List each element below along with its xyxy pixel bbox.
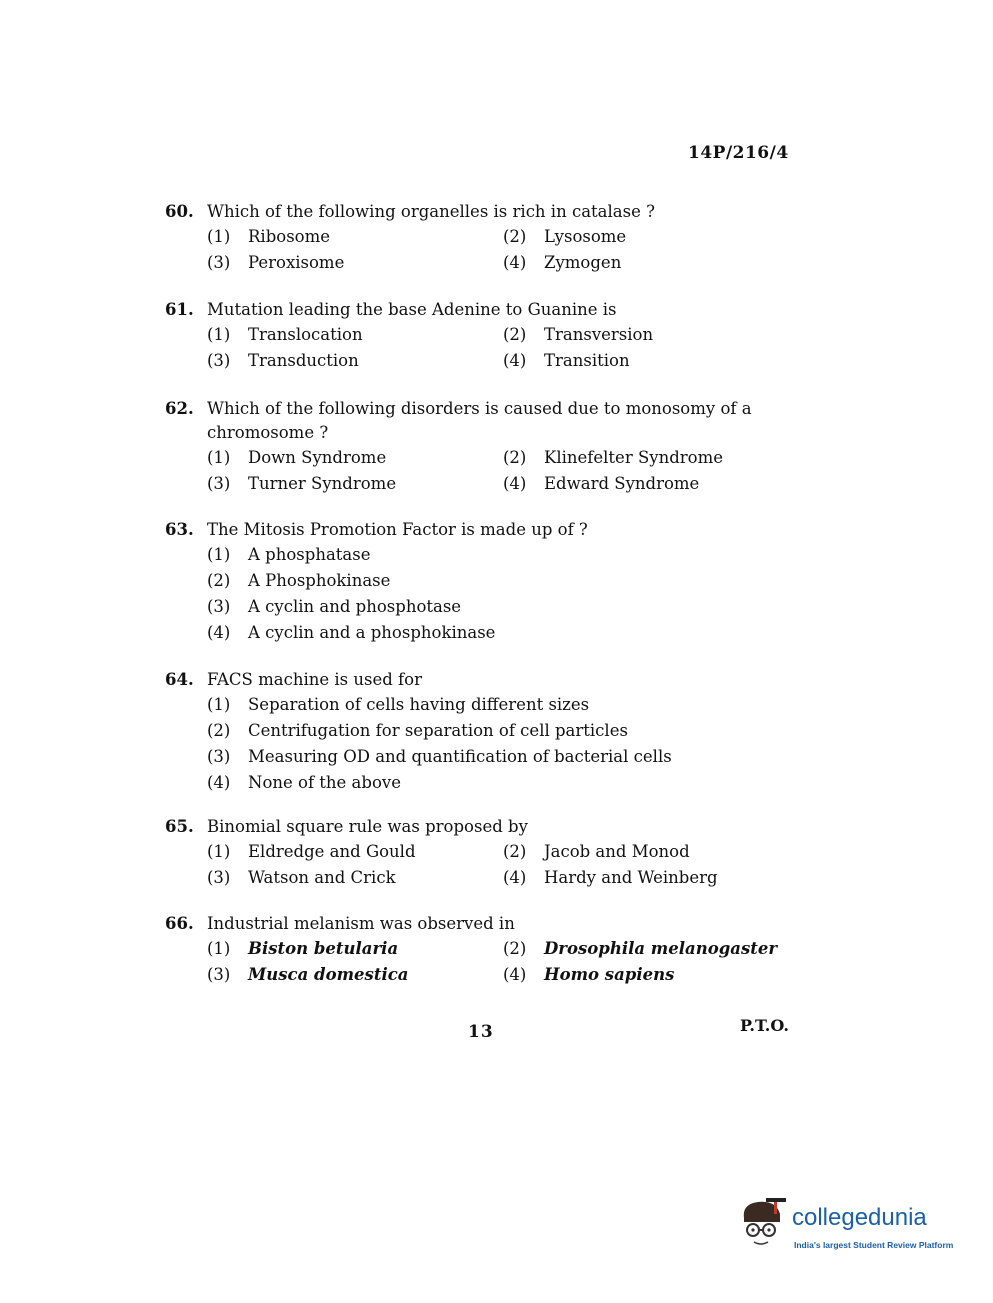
collegedunia-watermark [736, 1196, 966, 1258]
option: (4) A cyclin and a phosphokinase [207, 623, 496, 642]
option: (1) Separation of cells having different sizes [207, 695, 590, 714]
option: (3) Watson and Crick [207, 868, 396, 887]
option: (4) Zymogen [503, 253, 622, 272]
option: (2) Drosophila melanogaster [503, 939, 778, 958]
option: (2) Transversion [503, 325, 654, 344]
question-62 [165, 397, 805, 497]
question-65 [165, 815, 805, 891]
question-text: Which of the following organelles is rich in catalase ? [207, 202, 655, 221]
page-number: 13 [468, 1022, 494, 1042]
logo-name: collegedunia [792, 1204, 927, 1231]
paper-code: 14P/216/4 [688, 143, 789, 163]
option: (4) None of the above [207, 773, 401, 792]
option: (1) A phosphatase [207, 545, 371, 564]
question-60 [165, 200, 805, 276]
option: (3) Measuring OD and quantification of bacterial cells [207, 747, 672, 766]
option: (4) Homo sapiens [503, 965, 675, 984]
question-text: The Mitosis Promotion Factor is made up of ? [207, 520, 588, 539]
option: (1) Translocation [207, 325, 363, 344]
option: (4) Transition [503, 351, 630, 370]
option: (3) Peroxisome [207, 253, 345, 272]
logo-tagline: India's largest Student Review Platform [794, 1240, 954, 1250]
question-number: 64. [165, 670, 194, 689]
option: (3) Turner Syndrome [207, 474, 397, 493]
question-text: Binomial square rule was proposed by [207, 817, 528, 836]
option: (2) Jacob and Monod [503, 842, 690, 861]
option: (2) Lysosome [503, 227, 627, 246]
mascot-icon [736, 1196, 790, 1252]
question-number: 66. [165, 914, 194, 933]
question-text: Mutation leading the base Adenine to Guanine is [207, 300, 617, 319]
question-text: FACS machine is used for [207, 670, 422, 689]
question-66 [165, 912, 805, 988]
option: (1) Down Syndrome [207, 448, 387, 467]
question-number: 61. [165, 300, 194, 319]
question-64 [165, 668, 805, 796]
option: (1) Eldredge and Gould [207, 842, 416, 861]
option: (1) Ribosome [207, 227, 331, 246]
option: (2) A Phosphokinase [207, 571, 391, 590]
option: (1) Biston betularia [207, 939, 399, 958]
option: (3) Transduction [207, 351, 359, 370]
question-number: 63. [165, 520, 194, 539]
question-63 [165, 518, 805, 646]
question-number: 65. [165, 817, 194, 836]
option: (4) Hardy and Weinberg [503, 868, 718, 887]
question-number: 60. [165, 202, 194, 221]
option: (3) Musca domestica [207, 965, 409, 984]
question-number: 62. [165, 399, 194, 418]
question-text: Which of the following disorders is caused due to monosomy of a chromosome ? [207, 399, 752, 442]
question-text: Industrial melanism was observed in [207, 914, 515, 933]
pto-label: P.T.O. [740, 1016, 789, 1035]
question-61 [165, 298, 805, 374]
option: (2) Centrifugation for separation of cell particles [207, 721, 628, 740]
option: (4) Edward Syndrome [503, 474, 700, 493]
option: (3) A cyclin and phosphotase [207, 597, 462, 616]
option: (2) Klinefelter Syndrome [503, 448, 723, 467]
